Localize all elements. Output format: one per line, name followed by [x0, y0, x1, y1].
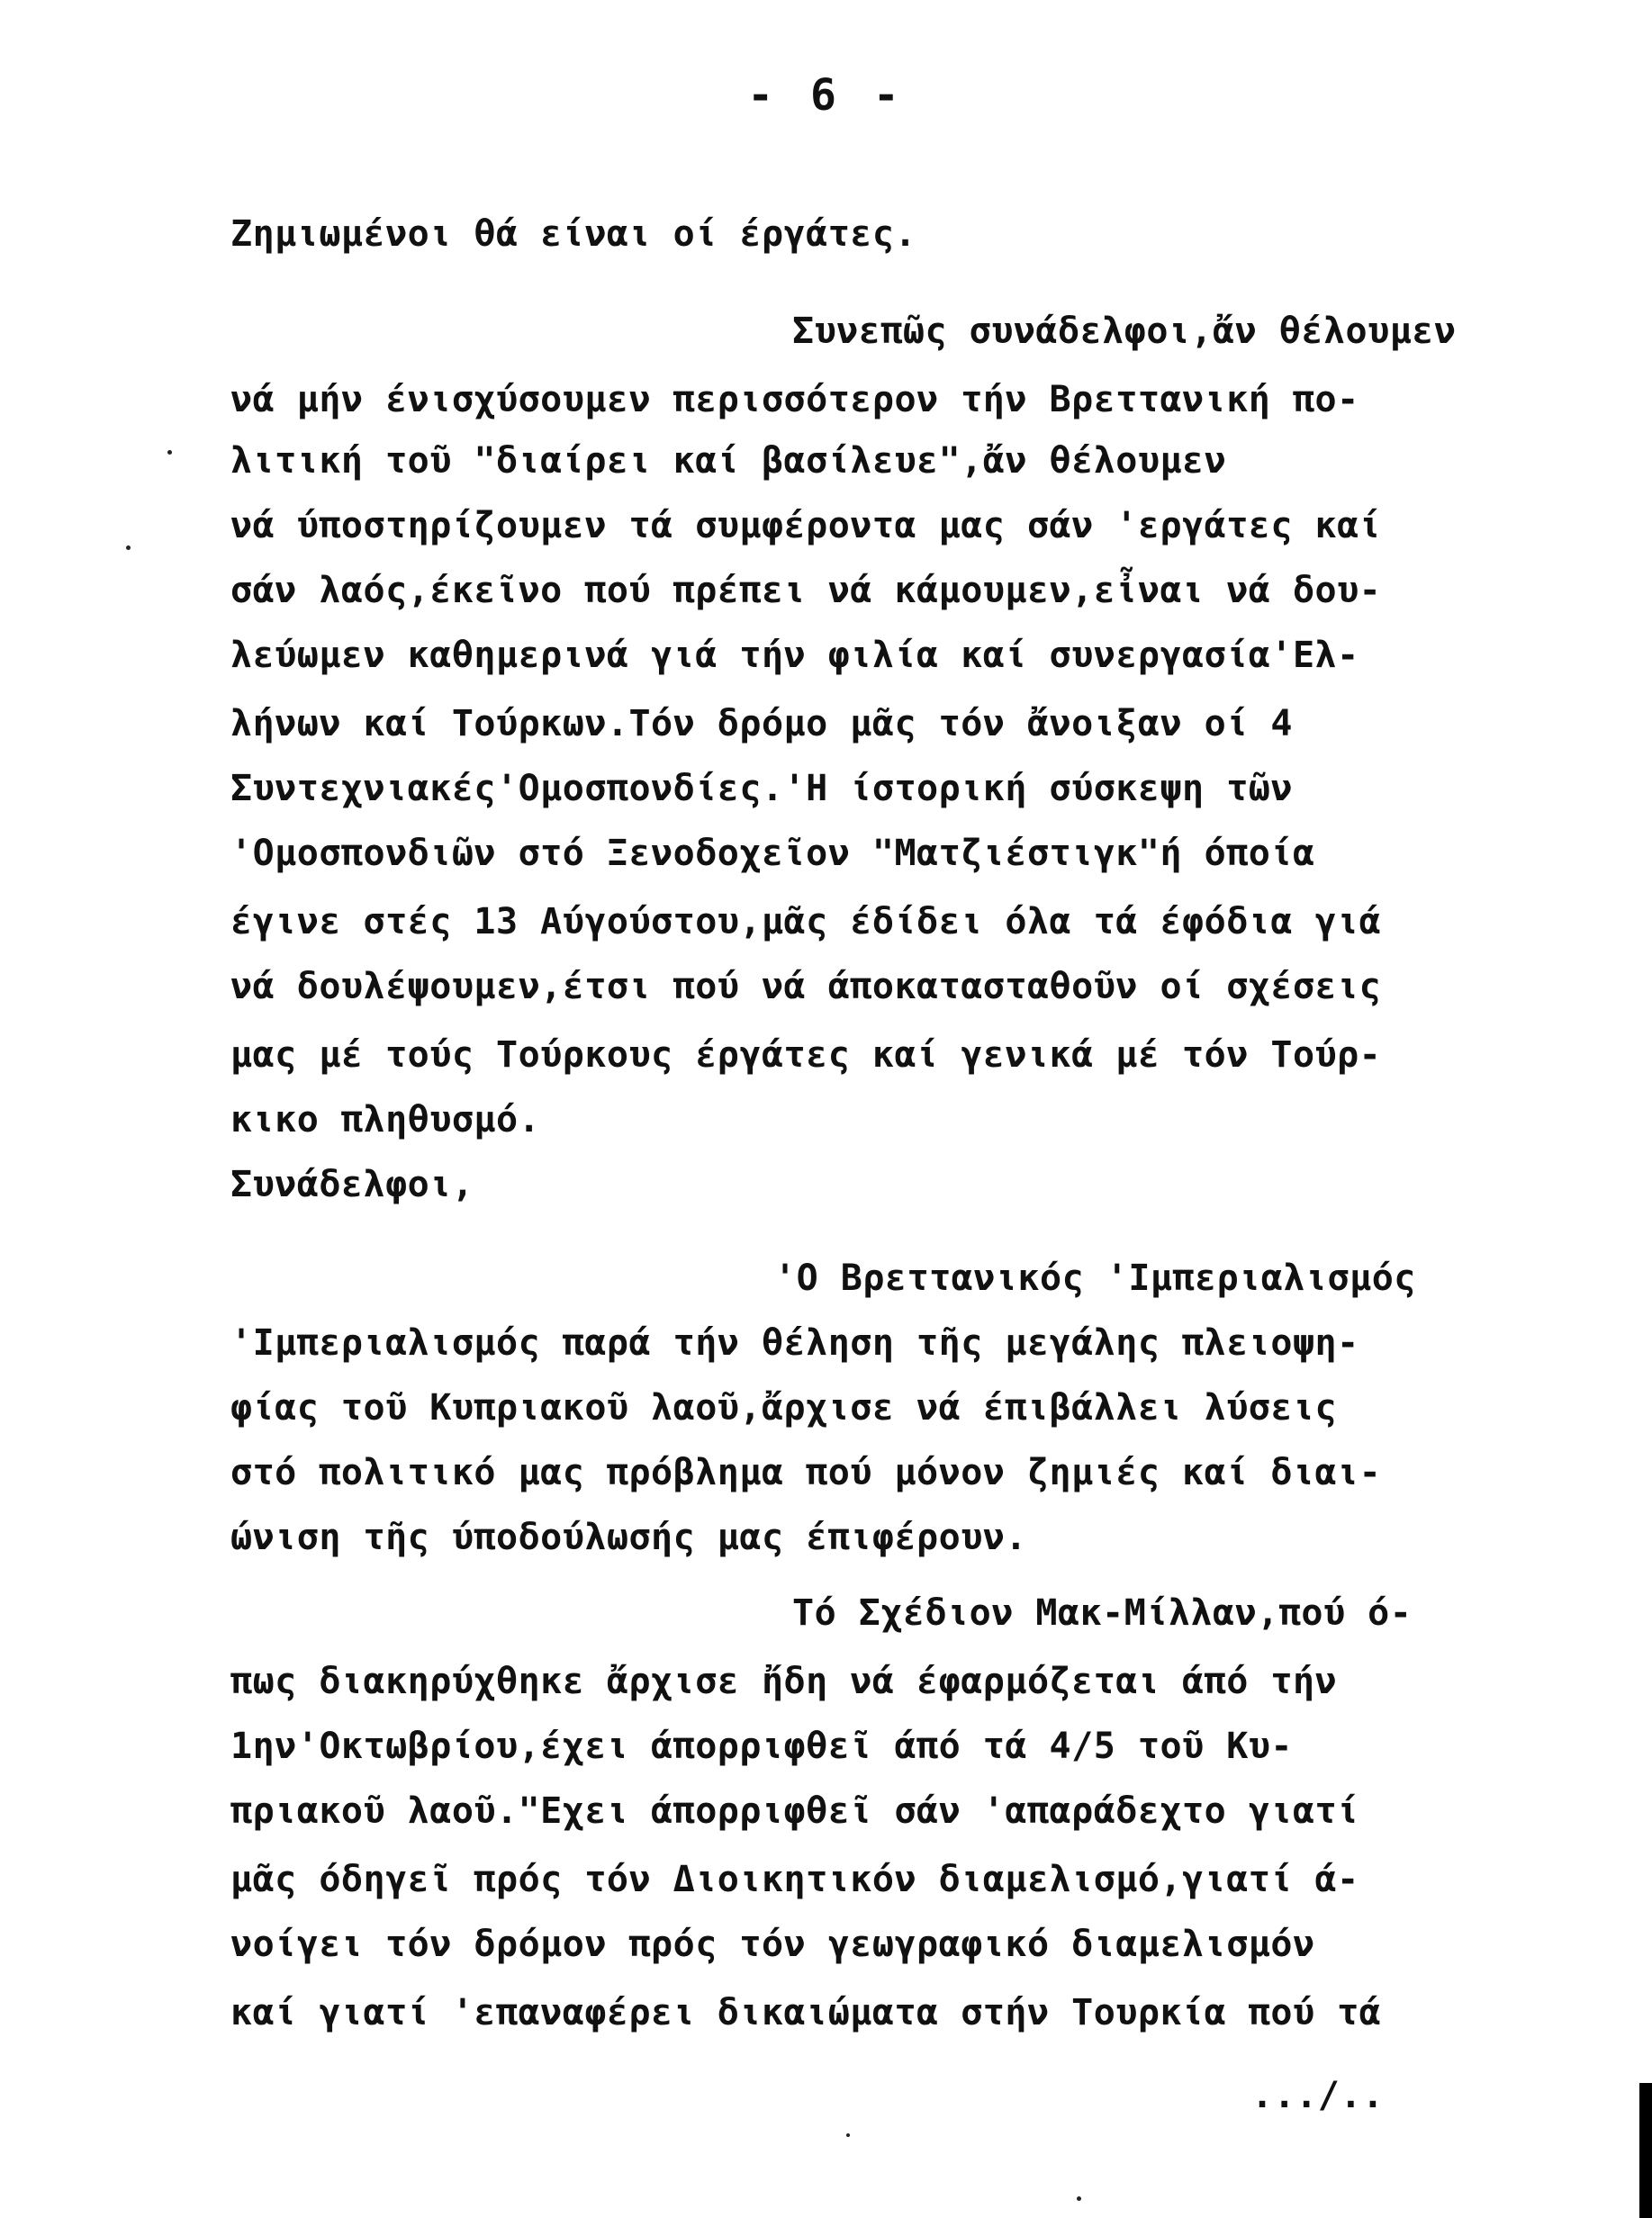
page-number: - 6 -: [747, 70, 905, 121]
text-line: 'Ιμπεριαλισμός παρά τήν θέληση τῆς μεγάλης πλειοψη-: [230, 1322, 1359, 1364]
text-line: φίας τοῦ Κυπριακοῦ λαοῦ,ἄρχισε νά έπιβάλλει λύσεις: [230, 1387, 1338, 1429]
text-line: .../..: [1251, 2075, 1385, 2116]
scan-speck: [1077, 2196, 1081, 2201]
text-line: κικο πληθυσμό.: [230, 1099, 541, 1141]
text-line: έγινε στές 13 Αύγούστου,μᾶς έδίδει όλα τά έφόδια γιά: [230, 901, 1382, 942]
text-line: Συνεπῶς συνάδελφοι,ἄν θέλουμεν: [792, 311, 1457, 352]
text-line: μᾶς όδηγεῖ πρός τόν Διοικητικόν διαμελισμό,γιατί ά-: [230, 1859, 1359, 1900]
text-line: Συνάδελφοι,: [230, 1164, 474, 1205]
scan-speck: [167, 450, 172, 455]
text-line: νά μήν ένισχύσουμεν περισσότερον τήν Βρεττανική πο-: [230, 379, 1359, 420]
text-line: λεύωμεν καθημερινά γιά τήν φιλία καί συνεργασία'Ελ-: [230, 635, 1359, 676]
text-line: 'Ο Βρεττανικός 'Ιμπεριαλισμός: [774, 1258, 1416, 1299]
text-line: πριακοῦ λαοῦ."Εχει άπορριφθεῖ σάν 'απαράδεχτο γιατί: [230, 1790, 1359, 1832]
text-line: λήνων καί Τούρκων.Τόν δρόμο μᾶς τόν ἄνοιξαν οί 4: [230, 703, 1293, 744]
text-line: σάν λαός,έκεῖνο πού πρέπει νά κάμουμεν,εἶναι νά δου-: [230, 570, 1382, 611]
text-line: Τό Σχέδιον Μακ-Μίλλαν,πού ό-: [792, 1592, 1413, 1634]
scan-speck: [126, 545, 131, 550]
text-line: νοίγει τόν δρόμον πρός τόν γεωγραφικό διαμελισμόν: [230, 1924, 1315, 1965]
text-line: 1ην'Οκτωβρίου,έχει άπορριφθεῖ άπό τά 4/5 τοῦ Κυ-: [230, 1726, 1293, 1767]
scan-edge-mark: [1639, 2083, 1652, 2218]
text-line: λιτική τοῦ "διαίρει καί βασίλευε",ἄν θέλουμεν: [230, 440, 1227, 482]
text-line: μας μέ τούς Τούρκους έργάτες καί γενικά μέ τόν Τούρ-: [230, 1034, 1382, 1076]
text-line: νά ύποστηρίζουμεν τά συμφέροντα μας σάν 'εργάτες καί: [230, 505, 1382, 546]
text-line: στό πολιτικό μας πρόβλημα πού μόνον ζημιές καί διαι-: [230, 1452, 1382, 1493]
text-line: νά δουλέψουμεν,έτσι πού νά άποκατασταθοῦν οί σχέσεις: [230, 966, 1382, 1007]
scan-speck: [846, 2133, 850, 2137]
text-line: ώνιση τῆς ύποδούλωσής μας έπιφέρουν.: [230, 1517, 1027, 1558]
text-line: Συντεχνιακές'Ομοσπονδίες.'Η ίστορική σύσκεψη τῶν: [230, 768, 1293, 809]
text-line: καί γιατί 'επαναφέρει δικαιώματα στήν Τουρκία πού τά: [230, 1992, 1382, 2033]
text-line: Ζημιωμένοι θά είναι οί έργάτες.: [230, 213, 917, 255]
text-line: 'Ομοσπονδιῶν στό Ξενοδοχεῖον "Ματζιέστιγκ"ή όποία: [230, 833, 1315, 874]
text-line: πως διακηρύχθηκε ἄρχισε ἤδη νά έφαρμόζεται άπό τήν: [230, 1661, 1338, 1702]
